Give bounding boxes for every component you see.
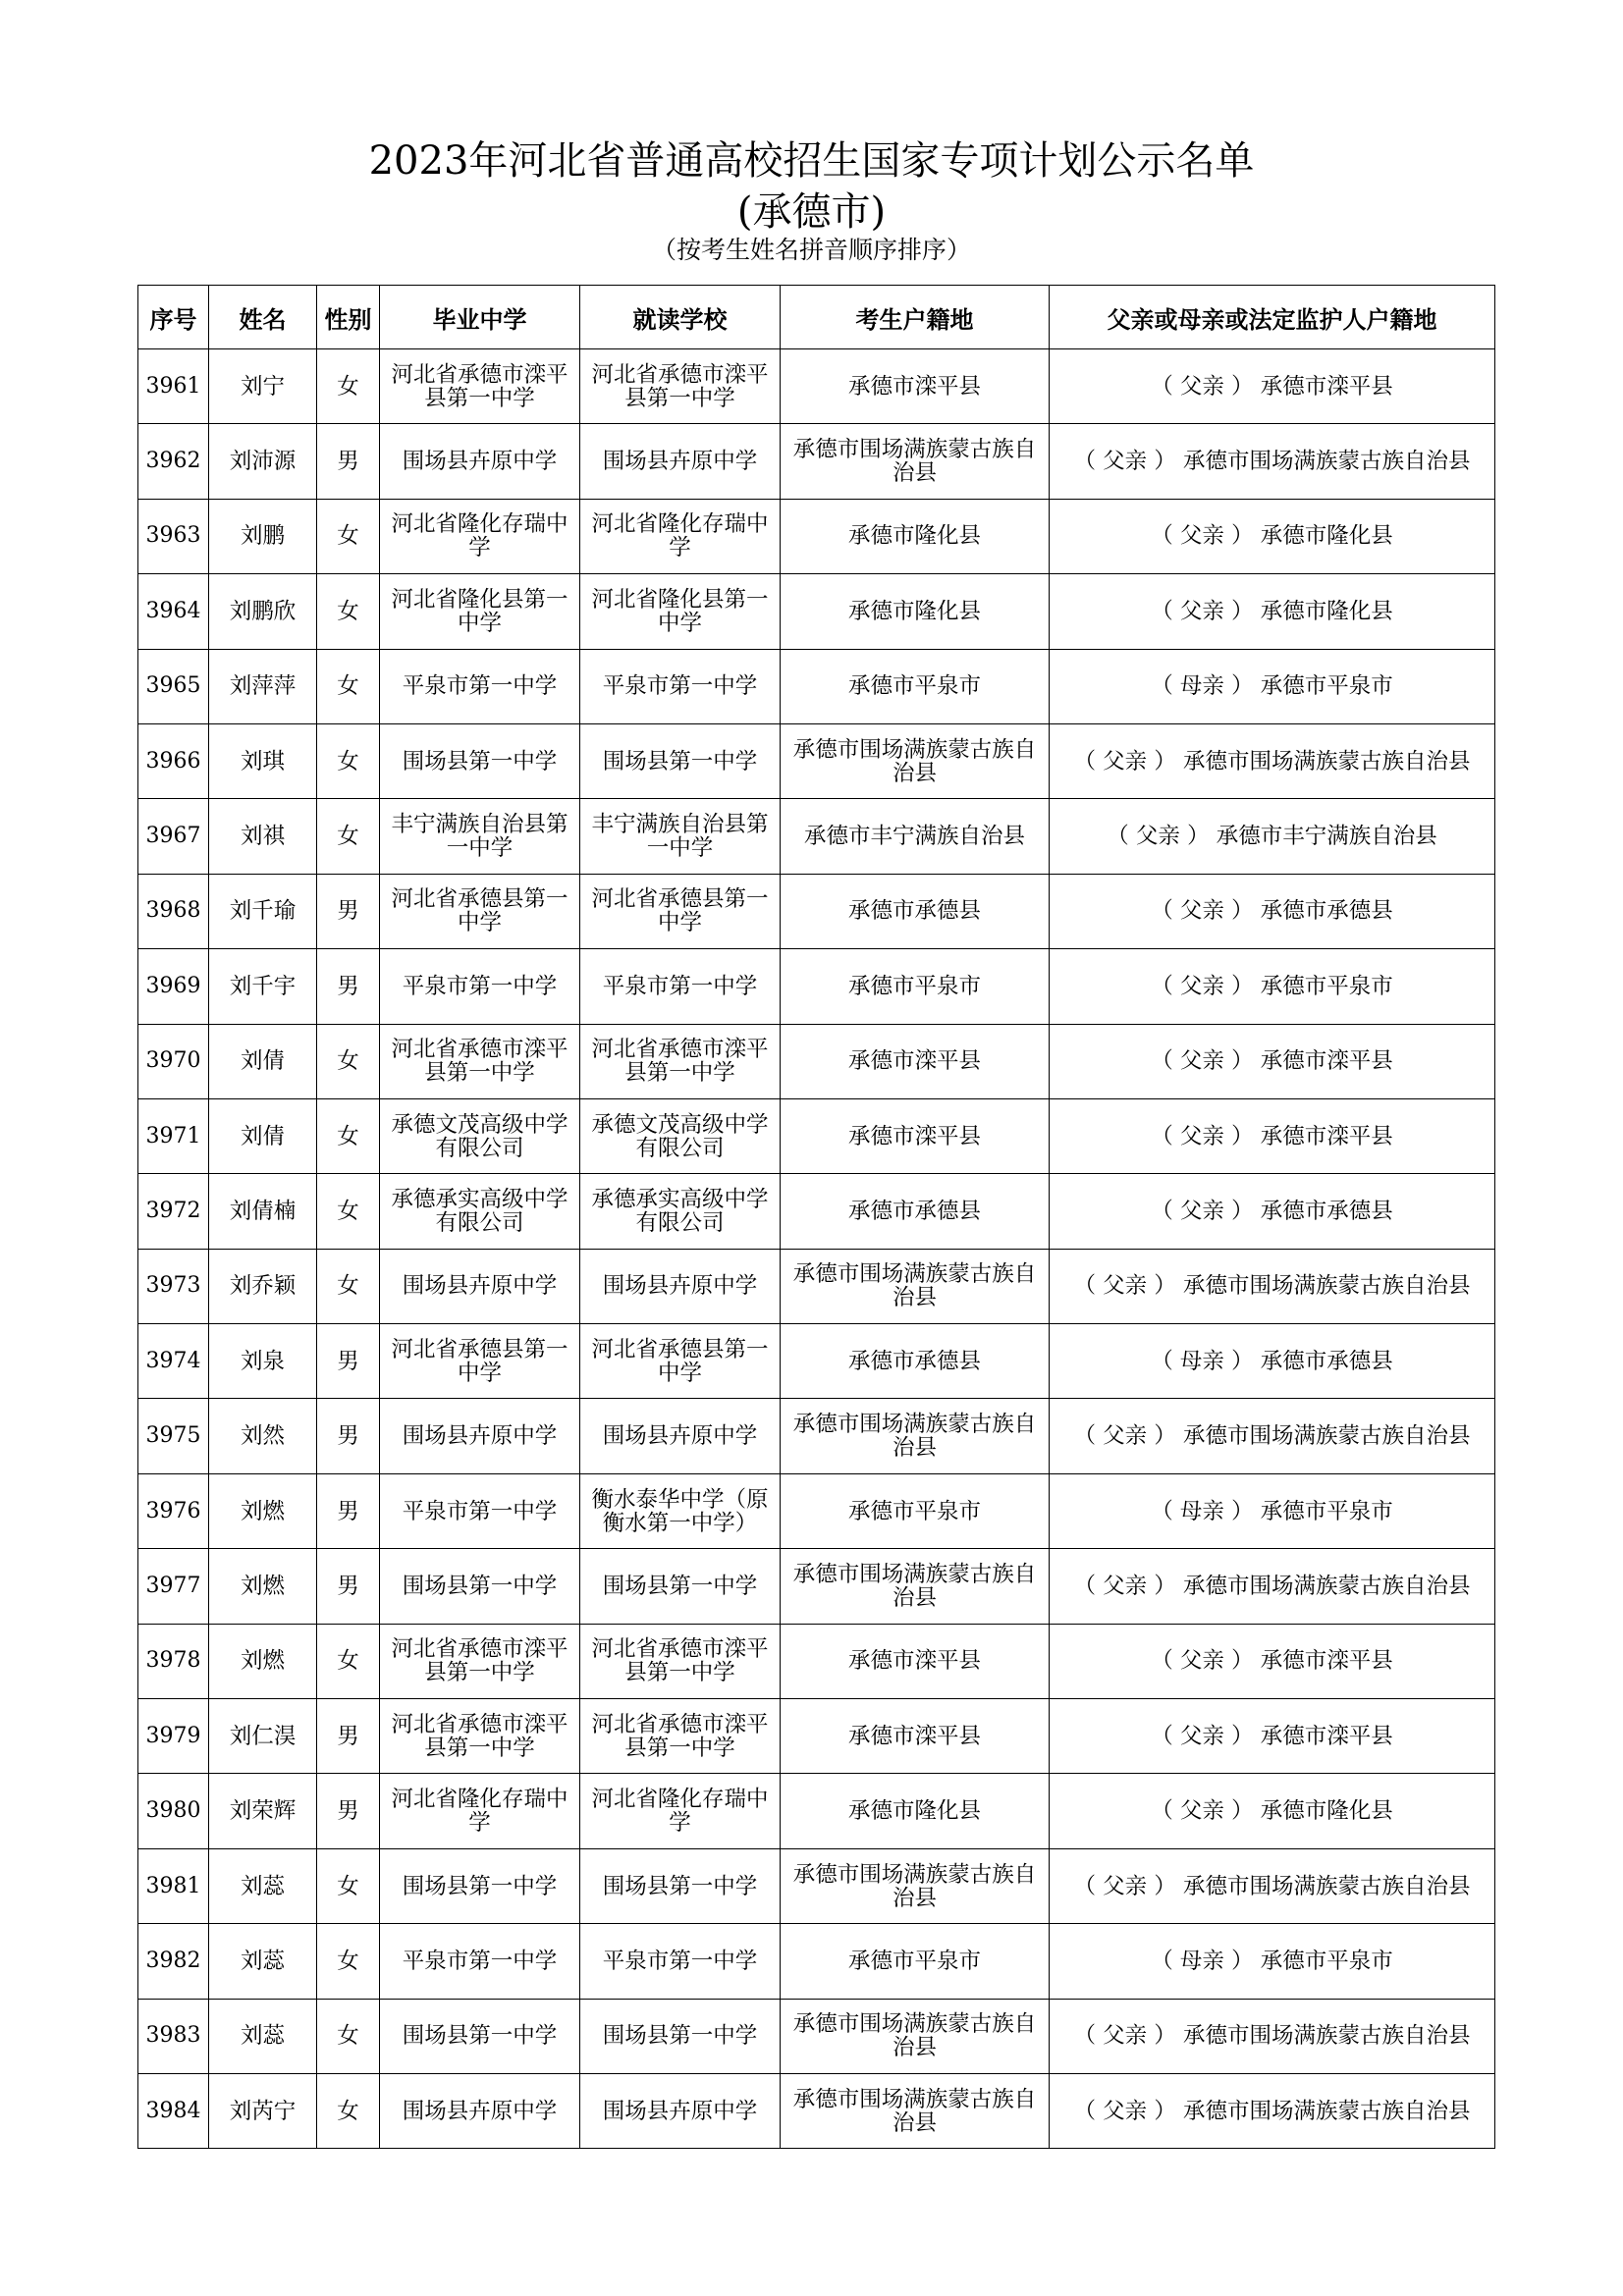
cell-guardian-hukou: （ 母亲 ） 承德市平泉市 <box>1050 649 1495 723</box>
cell-seq: 3966 <box>138 723 209 798</box>
cell-seq: 3965 <box>138 649 209 723</box>
cell-graduated-school: 河北省承德县第一中学 <box>380 1324 580 1399</box>
cell-guardian-hukou: （ 父亲 ） 承德市隆化县 <box>1050 1774 1495 1848</box>
cell-graduated-school: 围场县第一中学 <box>380 723 580 798</box>
header-gender: 性别 <box>317 286 380 349</box>
cell-gender: 女 <box>317 1174 380 1249</box>
cell-gender: 女 <box>317 1024 380 1098</box>
cell-seq: 3980 <box>138 1774 209 1848</box>
cell-guardian-hukou: （ 父亲 ） 承德市围场满族蒙古族自治县 <box>1050 1549 1495 1624</box>
cell-seq: 3977 <box>138 1549 209 1624</box>
cell-guardian-hukou: （ 母亲 ） 承德市平泉市 <box>1050 1924 1495 1999</box>
cell-student-hukou: 承德市滦平县 <box>781 1098 1050 1173</box>
cell-graduated-school: 围场县卉原中学 <box>380 1399 580 1473</box>
cell-name: 刘宁 <box>209 349 317 424</box>
cell-seq: 3981 <box>138 1848 209 1923</box>
cell-graduated-school: 河北省承德市滦平县第一中学 <box>380 1024 580 1098</box>
table-row <box>138 799 1495 874</box>
document-title: 2023年河北省普通高校招生国家专项计划公示名单 <box>368 138 1255 184</box>
cell-guardian-hukou: （ 父亲 ） 承德市滦平县 <box>1050 1098 1495 1173</box>
cell-gender: 女 <box>317 1098 380 1173</box>
cell-current-school: 河北省承德市滦平县第一中学 <box>580 349 781 424</box>
cell-gender: 女 <box>317 1249 380 1323</box>
cell-student-hukou: 承德市平泉市 <box>781 1473 1050 1548</box>
cell-current-school: 围场县卉原中学 <box>580 1399 781 1473</box>
cell-seq: 3973 <box>138 1249 209 1323</box>
cell-seq: 3963 <box>138 499 209 573</box>
cell-current-school: 河北省承德县第一中学 <box>580 874 781 948</box>
cell-gender: 女 <box>317 1848 380 1923</box>
cell-student-hukou: 承德市承德县 <box>781 1174 1050 1249</box>
cell-seq: 3975 <box>138 1399 209 1473</box>
cell-name: 刘燃 <box>209 1624 317 1698</box>
cell-current-school: 承德承实高级中学有限公司 <box>580 1174 781 1249</box>
cell-name: 刘倩 <box>209 1024 317 1098</box>
cell-student-hukou: 承德市围场满族蒙古族自治县 <box>781 1848 1050 1923</box>
document-subtitle-city: (承德市) <box>736 189 887 235</box>
cell-current-school: 平泉市第一中学 <box>580 649 781 723</box>
cell-current-school: 围场县卉原中学 <box>580 424 781 499</box>
header-guardian-hukou: 父亲或母亲或法定监护人户籍地 <box>1050 286 1495 349</box>
cell-guardian-hukou: （ 父亲 ） 承德市围场满族蒙古族自治县 <box>1050 1999 1495 2073</box>
cell-seq: 3969 <box>138 949 209 1024</box>
cell-name: 刘燃 <box>209 1549 317 1624</box>
cell-gender: 男 <box>317 1699 380 1774</box>
cell-current-school: 围场县第一中学 <box>580 723 781 798</box>
cell-seq: 3983 <box>138 1999 209 2073</box>
cell-name: 刘然 <box>209 1399 317 1473</box>
cell-gender: 男 <box>317 424 380 499</box>
table-row <box>138 949 1495 1024</box>
header-current-school: 就读学校 <box>580 286 781 349</box>
cell-gender: 男 <box>317 949 380 1024</box>
cell-guardian-hukou: （ 父亲 ） 承德市滦平县 <box>1050 1699 1495 1774</box>
cell-graduated-school: 围场县第一中学 <box>380 1549 580 1624</box>
cell-graduated-school: 平泉市第一中学 <box>380 949 580 1024</box>
cell-name: 刘倩 <box>209 1098 317 1173</box>
cell-graduated-school: 河北省隆化存瑞中学 <box>380 499 580 573</box>
table-row <box>138 1549 1495 1624</box>
cell-graduated-school: 河北省承德市滦平县第一中学 <box>380 1624 580 1698</box>
cell-guardian-hukou: （ 父亲 ） 承德市滦平县 <box>1050 1024 1495 1098</box>
cell-gender: 女 <box>317 2073 380 2148</box>
cell-gender: 女 <box>317 723 380 798</box>
table-row <box>138 874 1495 948</box>
cell-current-school: 河北省承德市滦平县第一中学 <box>580 1624 781 1698</box>
cell-guardian-hukou: （ 父亲 ） 承德市围场满族蒙古族自治县 <box>1050 2073 1495 2148</box>
cell-gender: 女 <box>317 1624 380 1698</box>
cell-student-hukou: 承德市围场满族蒙古族自治县 <box>781 2073 1050 2148</box>
table-row <box>138 1774 1495 1848</box>
cell-current-school: 河北省隆化存瑞中学 <box>580 1774 781 1848</box>
cell-student-hukou: 承德市滦平县 <box>781 1024 1050 1098</box>
cell-name: 刘芮宁 <box>209 2073 317 2148</box>
table-row <box>138 723 1495 798</box>
cell-guardian-hukou: （ 父亲 ） 承德市承德县 <box>1050 1174 1495 1249</box>
cell-student-hukou: 承德市围场满族蒙古族自治县 <box>781 1249 1050 1323</box>
table-row <box>138 1249 1495 1323</box>
cell-student-hukou: 承德市围场满族蒙古族自治县 <box>781 424 1050 499</box>
table-row <box>138 424 1495 499</box>
cell-name: 刘沛源 <box>209 424 317 499</box>
cell-graduated-school: 围场县卉原中学 <box>380 424 580 499</box>
cell-gender: 女 <box>317 574 380 649</box>
cell-current-school: 围场县第一中学 <box>580 1999 781 2073</box>
cell-student-hukou: 承德市围场满族蒙古族自治县 <box>781 1999 1050 2073</box>
cell-name: 刘蕊 <box>209 1924 317 1999</box>
table-row <box>138 1098 1495 1173</box>
cell-name: 刘荣辉 <box>209 1774 317 1848</box>
cell-name: 刘蕊 <box>209 1848 317 1923</box>
cell-graduated-school: 河北省隆化县第一中学 <box>380 574 580 649</box>
cell-current-school: 衡水泰华中学（原衡水第一中学） <box>580 1473 781 1548</box>
cell-current-school: 河北省承德市滦平县第一中学 <box>580 1024 781 1098</box>
cell-student-hukou: 承德市滦平县 <box>781 349 1050 424</box>
table-row <box>138 1624 1495 1698</box>
cell-student-hukou: 承德市承德县 <box>781 874 1050 948</box>
cell-current-school: 丰宁满族自治县第一中学 <box>580 799 781 874</box>
cell-guardian-hukou: （ 父亲 ） 承德市隆化县 <box>1050 574 1495 649</box>
table-row <box>138 1924 1495 1999</box>
cell-gender: 女 <box>317 649 380 723</box>
cell-graduated-school: 河北省承德县第一中学 <box>380 874 580 948</box>
table-row <box>138 1324 1495 1399</box>
cell-graduated-school: 围场县第一中学 <box>380 1999 580 2073</box>
cell-graduated-school: 平泉市第一中学 <box>380 649 580 723</box>
cell-seq: 3964 <box>138 574 209 649</box>
cell-current-school: 承德文茂高级中学有限公司 <box>580 1098 781 1173</box>
table-row <box>138 1699 1495 1774</box>
cell-guardian-hukou: （ 父亲 ） 承德市平泉市 <box>1050 949 1495 1024</box>
cell-student-hukou: 承德市滦平县 <box>781 1699 1050 1774</box>
header-graduated-school: 毕业中学 <box>380 286 580 349</box>
table-row <box>138 1473 1495 1548</box>
cell-current-school: 河北省承德市滦平县第一中学 <box>580 1699 781 1774</box>
cell-student-hukou: 承德市围场满族蒙古族自治县 <box>781 1549 1050 1624</box>
cell-name: 刘鹏 <box>209 499 317 573</box>
table-row <box>138 1174 1495 1249</box>
cell-seq: 3972 <box>138 1174 209 1249</box>
cell-guardian-hukou: （ 父亲 ） 承德市围场满族蒙古族自治县 <box>1050 1848 1495 1923</box>
cell-guardian-hukou: （ 父亲 ） 承德市滦平县 <box>1050 1624 1495 1698</box>
cell-gender: 女 <box>317 499 380 573</box>
cell-name: 刘琪 <box>209 723 317 798</box>
cell-gender: 男 <box>317 1324 380 1399</box>
cell-graduated-school: 围场县第一中学 <box>380 1848 580 1923</box>
cell-gender: 男 <box>317 874 380 948</box>
header-student-hukou: 考生户籍地 <box>781 286 1050 349</box>
cell-seq: 3967 <box>138 799 209 874</box>
cell-name: 刘祺 <box>209 799 317 874</box>
cell-guardian-hukou: （ 父亲 ） 承德市滦平县 <box>1050 349 1495 424</box>
cell-current-school: 围场县卉原中学 <box>580 2073 781 2148</box>
cell-current-school: 围场县第一中学 <box>580 1549 781 1624</box>
cell-seq: 3970 <box>138 1024 209 1098</box>
cell-seq: 3982 <box>138 1924 209 1999</box>
cell-gender: 男 <box>317 1399 380 1473</box>
cell-current-school: 围场县卉原中学 <box>580 1249 781 1323</box>
table-row <box>138 1999 1495 2073</box>
cell-name: 刘燃 <box>209 1473 317 1548</box>
table-header-row <box>138 286 1495 349</box>
cell-name: 刘鹏欣 <box>209 574 317 649</box>
table-row <box>138 1399 1495 1473</box>
table-row <box>138 1024 1495 1098</box>
cell-gender: 男 <box>317 1774 380 1848</box>
cell-graduated-school: 承德承实高级中学有限公司 <box>380 1174 580 1249</box>
cell-seq: 3974 <box>138 1324 209 1399</box>
cell-seq: 3984 <box>138 2073 209 2148</box>
cell-student-hukou: 承德市丰宁满族自治县 <box>781 799 1050 874</box>
table-row <box>138 1848 1495 1923</box>
cell-gender: 女 <box>317 1999 380 2073</box>
cell-name: 刘萍萍 <box>209 649 317 723</box>
cell-name: 刘乔颖 <box>209 1249 317 1323</box>
header-name: 姓名 <box>209 286 317 349</box>
table-row <box>138 574 1495 649</box>
cell-current-school: 平泉市第一中学 <box>580 949 781 1024</box>
cell-graduated-school: 河北省承德市滦平县第一中学 <box>380 1699 580 1774</box>
cell-student-hukou: 承德市平泉市 <box>781 649 1050 723</box>
cell-guardian-hukou: （ 母亲 ） 承德市平泉市 <box>1050 1473 1495 1548</box>
table-row <box>138 499 1495 573</box>
cell-gender: 男 <box>317 1473 380 1548</box>
table-row <box>138 2073 1495 2148</box>
document-sort-note: （按考生姓名拼音顺序排序） <box>651 236 971 264</box>
cell-student-hukou: 承德市围场满族蒙古族自治县 <box>781 1399 1050 1473</box>
cell-name: 刘蕊 <box>209 1999 317 2073</box>
cell-guardian-hukou: （ 父亲 ） 承德市隆化县 <box>1050 499 1495 573</box>
cell-graduated-school: 河北省承德市滦平县第一中学 <box>380 349 580 424</box>
cell-name: 刘千宇 <box>209 949 317 1024</box>
cell-graduated-school: 河北省隆化存瑞中学 <box>380 1774 580 1848</box>
cell-student-hukou: 承德市平泉市 <box>781 949 1050 1024</box>
cell-graduated-school: 丰宁满族自治县第一中学 <box>380 799 580 874</box>
cell-current-school: 河北省隆化存瑞中学 <box>580 499 781 573</box>
cell-name: 刘仁淏 <box>209 1699 317 1774</box>
table-row <box>138 649 1495 723</box>
cell-current-school: 河北省承德县第一中学 <box>580 1324 781 1399</box>
cell-guardian-hukou: （ 父亲 ） 承德市围场满族蒙古族自治县 <box>1050 424 1495 499</box>
cell-guardian-hukou: （ 父亲 ） 承德市承德县 <box>1050 874 1495 948</box>
cell-seq: 3961 <box>138 349 209 424</box>
cell-seq: 3971 <box>138 1098 209 1173</box>
cell-seq: 3978 <box>138 1624 209 1698</box>
cell-student-hukou: 承德市隆化县 <box>781 1774 1050 1848</box>
cell-student-hukou: 承德市平泉市 <box>781 1924 1050 1999</box>
cell-guardian-hukou: （ 父亲 ） 承德市丰宁满族自治县 <box>1050 799 1495 874</box>
cell-student-hukou: 承德市承德县 <box>781 1324 1050 1399</box>
cell-graduated-school: 围场县卉原中学 <box>380 2073 580 2148</box>
cell-graduated-school: 平泉市第一中学 <box>380 1924 580 1999</box>
cell-guardian-hukou: （ 父亲 ） 承德市围场满族蒙古族自治县 <box>1050 1399 1495 1473</box>
header-seq: 序号 <box>138 286 209 349</box>
table-row <box>138 349 1495 424</box>
roster-table <box>137 285 1495 2149</box>
cell-gender: 女 <box>317 799 380 874</box>
cell-seq: 3979 <box>138 1699 209 1774</box>
cell-gender: 男 <box>317 1549 380 1624</box>
cell-seq: 3976 <box>138 1473 209 1548</box>
cell-graduated-school: 承德文茂高级中学有限公司 <box>380 1098 580 1173</box>
cell-student-hukou: 承德市隆化县 <box>781 574 1050 649</box>
cell-seq: 3968 <box>138 874 209 948</box>
cell-graduated-school: 平泉市第一中学 <box>380 1473 580 1548</box>
cell-student-hukou: 承德市围场满族蒙古族自治县 <box>781 723 1050 798</box>
cell-name: 刘千瑜 <box>209 874 317 948</box>
cell-seq: 3962 <box>138 424 209 499</box>
cell-guardian-hukou: （ 父亲 ） 承德市围场满族蒙古族自治县 <box>1050 723 1495 798</box>
cell-guardian-hukou: （ 母亲 ） 承德市承德县 <box>1050 1324 1495 1399</box>
cell-student-hukou: 承德市滦平县 <box>781 1624 1050 1698</box>
cell-name: 刘倩楠 <box>209 1174 317 1249</box>
cell-student-hukou: 承德市隆化县 <box>781 499 1050 573</box>
cell-graduated-school: 围场县卉原中学 <box>380 1249 580 1323</box>
cell-guardian-hukou: （ 父亲 ） 承德市围场满族蒙古族自治县 <box>1050 1249 1495 1323</box>
cell-gender: 女 <box>317 1924 380 1999</box>
cell-current-school: 平泉市第一中学 <box>580 1924 781 1999</box>
cell-name: 刘泉 <box>209 1324 317 1399</box>
cell-current-school: 河北省隆化县第一中学 <box>580 574 781 649</box>
cell-gender: 女 <box>317 349 380 424</box>
cell-current-school: 围场县第一中学 <box>580 1848 781 1923</box>
